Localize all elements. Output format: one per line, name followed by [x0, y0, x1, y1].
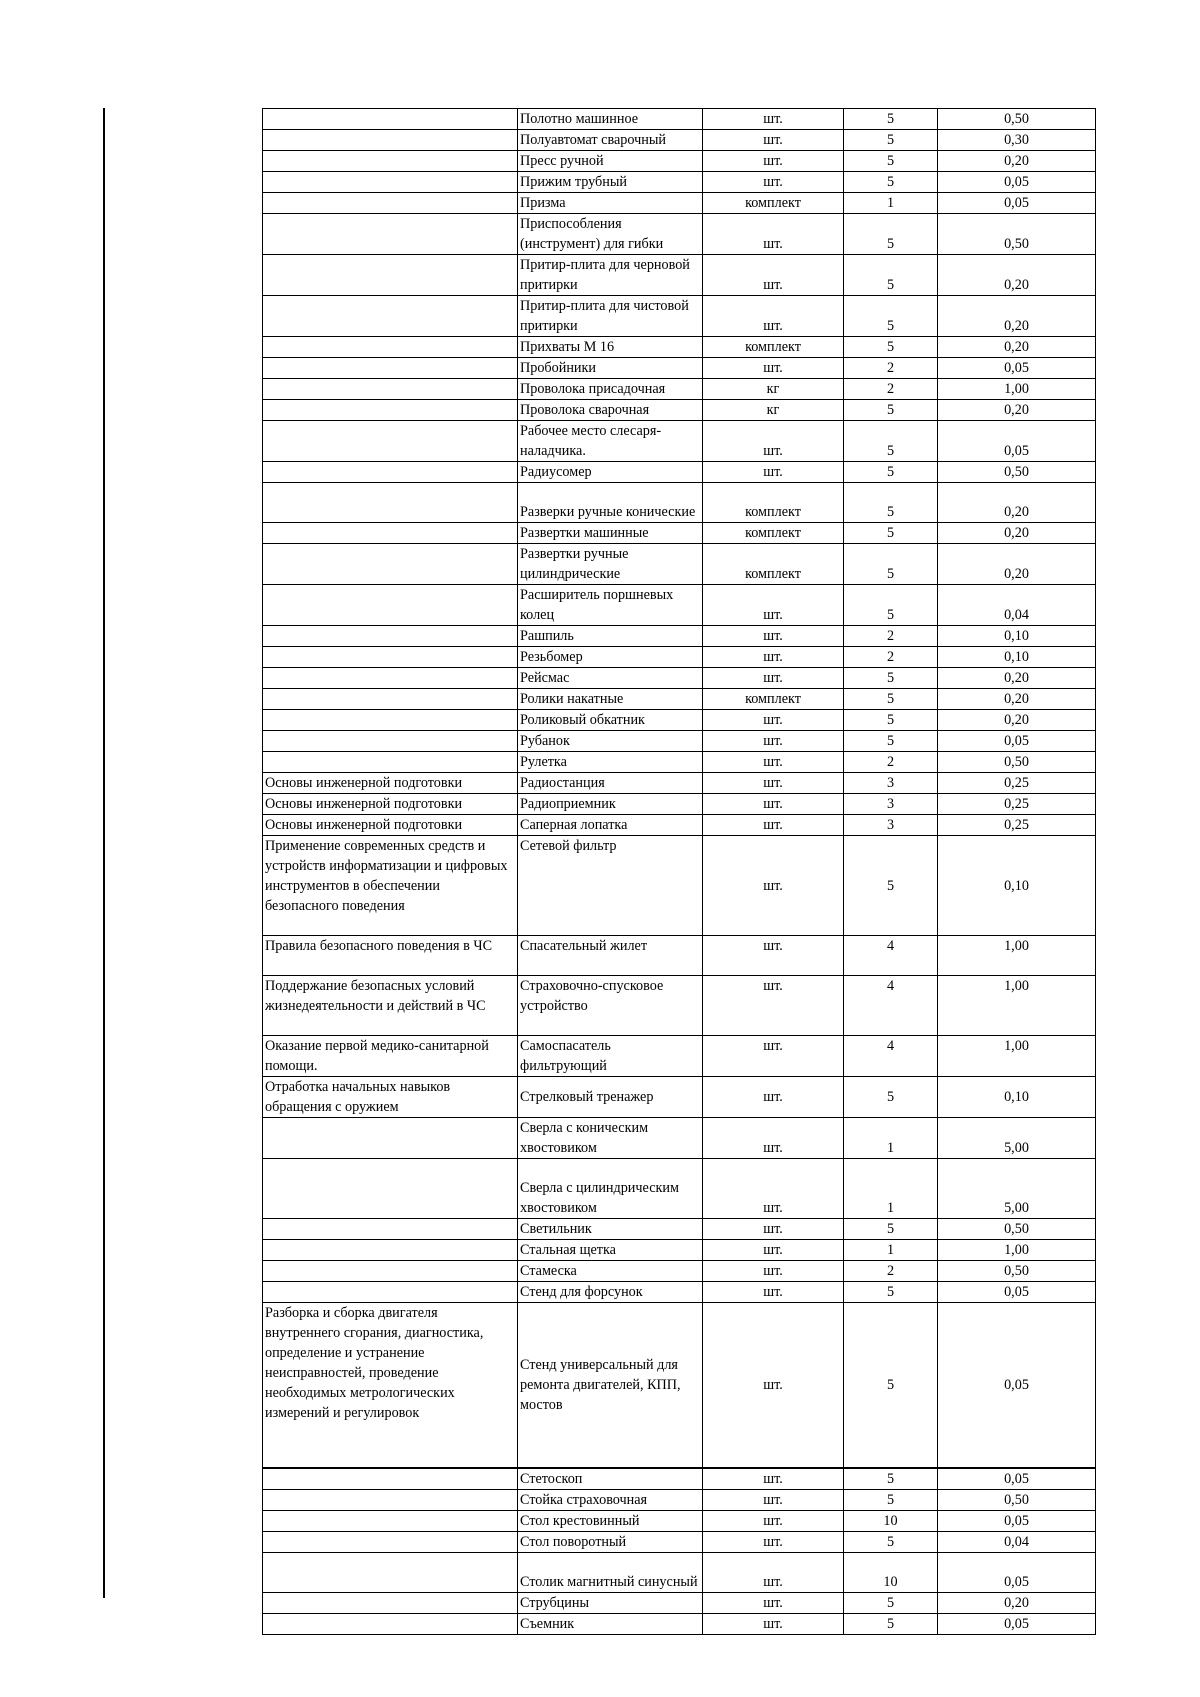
cell-norm: 0,50	[938, 1261, 1096, 1282]
cell-item-name: Стол крестовинный	[518, 1510, 703, 1531]
cell-unit: комплект	[703, 337, 844, 358]
table-row	[263, 462, 1096, 483]
cell-norm: 0,05	[938, 193, 1096, 214]
cell-topic	[263, 400, 518, 421]
table-row	[263, 689, 1096, 710]
cell-unit: комплект	[703, 544, 844, 585]
cell-quantity: 3	[844, 794, 938, 815]
cell-unit: шт.	[703, 1489, 844, 1510]
cell-unit: шт.	[703, 296, 844, 337]
cell-unit: шт.	[703, 462, 844, 483]
cell-unit: шт.	[703, 1613, 844, 1634]
cell-unit: шт.	[703, 1036, 844, 1077]
cell-quantity: 2	[844, 626, 938, 647]
cell-item-name: Саперная лопатка	[518, 815, 703, 836]
cell-topic: Основы инженерной подготовки	[263, 773, 518, 794]
cell-quantity: 5	[844, 130, 938, 151]
cell-norm: 0,20	[938, 544, 1096, 585]
cell-quantity: 2	[844, 1261, 938, 1282]
cell-unit: шт.	[703, 626, 844, 647]
cell-unit: шт.	[703, 976, 844, 1036]
cell-topic	[263, 1282, 518, 1303]
cell-topic	[263, 1219, 518, 1240]
cell-quantity: 5	[844, 483, 938, 523]
cell-unit: комплект	[703, 523, 844, 544]
table-row	[263, 794, 1096, 815]
cell-unit: комплект	[703, 689, 844, 710]
cell-norm: 0,05	[938, 1303, 1096, 1468]
cell-topic	[263, 689, 518, 710]
equipment-table-body	[263, 109, 1096, 1635]
cell-norm: 0,05	[938, 731, 1096, 752]
cell-topic	[263, 1261, 518, 1282]
cell-norm: 0,20	[938, 337, 1096, 358]
cell-topic	[263, 668, 518, 689]
cell-unit: шт.	[703, 1159, 844, 1219]
cell-topic	[263, 731, 518, 752]
cell-topic	[263, 626, 518, 647]
cell-item-name: Стойка страховочная	[518, 1489, 703, 1510]
cell-unit: шт.	[703, 668, 844, 689]
cell-topic	[263, 358, 518, 379]
cell-unit: шт.	[703, 421, 844, 462]
cell-topic: Разборка и сборка двигателя внутреннего сгорания, диагностика, определение и устранение неисправностей, проведение необходимых метрологических измерений и регулировок	[263, 1303, 518, 1468]
table-row	[263, 1531, 1096, 1552]
cell-norm: 1,00	[938, 976, 1096, 1036]
table-row	[263, 936, 1096, 976]
cell-quantity: 5	[844, 337, 938, 358]
table-row	[263, 379, 1096, 400]
cell-quantity: 5	[844, 1592, 938, 1613]
cell-item-name: Резьбомер	[518, 647, 703, 668]
cell-item-name: Роликовый обкатник	[518, 710, 703, 731]
cell-norm: 1,00	[938, 379, 1096, 400]
cell-norm: 0,04	[938, 585, 1096, 626]
cell-topic	[263, 337, 518, 358]
cell-unit: шт.	[703, 836, 844, 936]
cell-topic	[263, 1118, 518, 1159]
cell-unit: шт.	[703, 1118, 844, 1159]
cell-topic	[263, 1510, 518, 1531]
cell-unit: шт.	[703, 130, 844, 151]
cell-norm: 0,20	[938, 255, 1096, 296]
cell-norm: 1,00	[938, 1036, 1096, 1077]
cell-quantity: 1	[844, 193, 938, 214]
cell-item-name: Столик магнитный синусный	[518, 1552, 703, 1592]
cell-norm: 0,20	[938, 151, 1096, 172]
cell-item-name: Стамеска	[518, 1261, 703, 1282]
cell-norm: 5,00	[938, 1118, 1096, 1159]
cell-topic: Отработка начальных навыков обращения с оружием	[263, 1077, 518, 1118]
cell-norm: 0,50	[938, 1489, 1096, 1510]
cell-norm: 0,50	[938, 214, 1096, 255]
cell-quantity: 4	[844, 936, 938, 976]
cell-unit: шт.	[703, 794, 844, 815]
cell-norm: 0,10	[938, 1077, 1096, 1118]
cell-norm: 0,04	[938, 1531, 1096, 1552]
cell-unit: шт.	[703, 1282, 844, 1303]
cell-unit: комплект	[703, 193, 844, 214]
table-row	[263, 421, 1096, 462]
cell-unit: кг	[703, 400, 844, 421]
cell-unit: шт.	[703, 214, 844, 255]
cell-quantity: 5	[844, 523, 938, 544]
cell-quantity: 5	[844, 172, 938, 193]
table-row	[263, 1077, 1096, 1118]
table-row	[263, 214, 1096, 255]
cell-unit: шт.	[703, 151, 844, 172]
cell-item-name: Съемник	[518, 1613, 703, 1634]
cell-quantity: 5	[844, 400, 938, 421]
cell-unit: шт.	[703, 1552, 844, 1592]
cell-item-name: Рабочее место слесаря-наладчика.	[518, 421, 703, 462]
cell-norm: 0,05	[938, 421, 1096, 462]
cell-topic	[263, 544, 518, 585]
table-row	[263, 1036, 1096, 1077]
cell-norm: 0,10	[938, 647, 1096, 668]
cell-topic	[263, 109, 518, 130]
table-row	[263, 172, 1096, 193]
cell-item-name: Призма	[518, 193, 703, 214]
cell-norm: 0,30	[938, 130, 1096, 151]
cell-norm: 1,00	[938, 936, 1096, 976]
table-row	[263, 544, 1096, 585]
cell-unit: шт.	[703, 731, 844, 752]
cell-quantity: 5	[844, 668, 938, 689]
table-row	[263, 836, 1096, 936]
table-row	[263, 647, 1096, 668]
cell-topic: Основы инженерной подготовки	[263, 794, 518, 815]
cell-norm: 0,05	[938, 358, 1096, 379]
table-row	[263, 337, 1096, 358]
table-row	[263, 752, 1096, 773]
cell-quantity: 3	[844, 773, 938, 794]
cell-item-name: Радиусомер	[518, 462, 703, 483]
cell-item-name: Струбцины	[518, 1592, 703, 1613]
cell-item-name: Ролики накатные	[518, 689, 703, 710]
cell-item-name: Сверла с цилиндрическим хвостовиком	[518, 1159, 703, 1219]
cell-norm: 0,05	[938, 1510, 1096, 1531]
table-row	[263, 1489, 1096, 1510]
cell-quantity: 5	[844, 1468, 938, 1490]
cell-topic	[263, 421, 518, 462]
cell-item-name: Стрелковый тренажер	[518, 1077, 703, 1118]
cell-quantity: 1	[844, 1240, 938, 1261]
cell-item-name: Радиоприемник	[518, 794, 703, 815]
table-row	[263, 523, 1096, 544]
cell-norm: 0,20	[938, 483, 1096, 523]
cell-quantity: 5	[844, 462, 938, 483]
cell-quantity: 5	[844, 1077, 938, 1118]
cell-norm: 1,00	[938, 1240, 1096, 1261]
table-row	[263, 1219, 1096, 1240]
cell-topic	[263, 255, 518, 296]
cell-quantity: 5	[844, 1303, 938, 1468]
left-margin-line	[103, 108, 105, 1598]
cell-quantity: 1	[844, 1159, 938, 1219]
cell-quantity: 5	[844, 296, 938, 337]
cell-quantity: 5	[844, 1489, 938, 1510]
cell-unit: шт.	[703, 1468, 844, 1490]
cell-norm: 0,50	[938, 1219, 1096, 1240]
cell-topic	[263, 752, 518, 773]
table-row	[263, 815, 1096, 836]
cell-item-name: Пресс ручной	[518, 151, 703, 172]
cell-quantity: 5	[844, 109, 938, 130]
cell-topic	[263, 1159, 518, 1219]
cell-item-name: Приспособления (инструмент) для гибки	[518, 214, 703, 255]
cell-topic	[263, 1531, 518, 1552]
cell-topic	[263, 130, 518, 151]
table-row	[263, 109, 1096, 130]
cell-item-name: Проволока присадочная	[518, 379, 703, 400]
table-row	[263, 1159, 1096, 1219]
cell-item-name: Прихваты М 16	[518, 337, 703, 358]
cell-topic: Применение современных средств и устройств информатизации и цифровых инструментов в обеспечении безопасного поведения	[263, 836, 518, 936]
cell-norm: 0,05	[938, 1282, 1096, 1303]
cell-quantity: 2	[844, 358, 938, 379]
cell-unit: шт.	[703, 647, 844, 668]
cell-norm: 0,50	[938, 752, 1096, 773]
cell-quantity: 2	[844, 379, 938, 400]
table-row	[263, 483, 1096, 523]
cell-topic	[263, 1468, 518, 1490]
cell-quantity: 2	[844, 752, 938, 773]
cell-item-name: Прижим трубный	[518, 172, 703, 193]
cell-norm: 0,20	[938, 523, 1096, 544]
cell-unit: шт.	[703, 710, 844, 731]
cell-quantity: 5	[844, 421, 938, 462]
cell-unit: шт.	[703, 109, 844, 130]
cell-unit: шт.	[703, 1261, 844, 1282]
cell-norm: 0,05	[938, 172, 1096, 193]
cell-norm: 0,50	[938, 109, 1096, 130]
cell-unit: шт.	[703, 1303, 844, 1468]
cell-item-name: Рубанок	[518, 731, 703, 752]
cell-topic	[263, 647, 518, 668]
cell-unit: шт.	[703, 1240, 844, 1261]
cell-item-name: Рашпиль	[518, 626, 703, 647]
cell-quantity: 5	[844, 731, 938, 752]
cell-norm: 0,20	[938, 1592, 1096, 1613]
cell-item-name: Страховочно-спусковое устройство	[518, 976, 703, 1036]
cell-quantity: 5	[844, 151, 938, 172]
table-row	[263, 773, 1096, 794]
cell-topic	[263, 1552, 518, 1592]
cell-item-name: Стетоскоп	[518, 1468, 703, 1490]
cell-item-name: Радиостанция	[518, 773, 703, 794]
table-row	[263, 255, 1096, 296]
cell-quantity: 5	[844, 1219, 938, 1240]
cell-quantity: 5	[844, 544, 938, 585]
cell-item-name: Рейсмас	[518, 668, 703, 689]
cell-item-name: Развертки ручные цилиндрические	[518, 544, 703, 585]
cell-topic	[263, 214, 518, 255]
cell-topic	[263, 462, 518, 483]
cell-norm: 0,20	[938, 710, 1096, 731]
cell-topic: Поддержание безопасных условий жизнедеятельности и действий в ЧС	[263, 976, 518, 1036]
table-row	[263, 1261, 1096, 1282]
cell-quantity: 10	[844, 1510, 938, 1531]
cell-unit: шт.	[703, 1219, 844, 1240]
cell-topic	[263, 1592, 518, 1613]
cell-item-name: Развертки машинные	[518, 523, 703, 544]
cell-item-name: Проволока сварочная	[518, 400, 703, 421]
cell-norm: 0,25	[938, 815, 1096, 836]
cell-quantity: 5	[844, 1282, 938, 1303]
cell-item-name: Сверла с коническим хвостовиком	[518, 1118, 703, 1159]
cell-quantity: 5	[844, 836, 938, 936]
cell-unit: шт.	[703, 1592, 844, 1613]
cell-quantity: 5	[844, 255, 938, 296]
cell-item-name: Разверки ручные конические	[518, 483, 703, 523]
cell-topic	[263, 1240, 518, 1261]
cell-unit: шт.	[703, 172, 844, 193]
table-row	[263, 151, 1096, 172]
cell-norm: 0,05	[938, 1613, 1096, 1634]
cell-topic	[263, 483, 518, 523]
cell-topic	[263, 193, 518, 214]
cell-unit: комплект	[703, 483, 844, 523]
cell-item-name: Притир-плита для черновой притирки	[518, 255, 703, 296]
cell-topic	[263, 151, 518, 172]
cell-quantity: 5	[844, 710, 938, 731]
table-row	[263, 1303, 1096, 1468]
cell-unit: шт.	[703, 255, 844, 296]
cell-quantity: 5	[844, 214, 938, 255]
cell-unit: кг	[703, 379, 844, 400]
cell-norm: 0,05	[938, 1552, 1096, 1592]
cell-norm: 5,00	[938, 1159, 1096, 1219]
table-row	[263, 1613, 1096, 1634]
table-row	[263, 1282, 1096, 1303]
cell-quantity: 5	[844, 1613, 938, 1634]
table-row	[263, 585, 1096, 626]
cell-item-name: Стенд универсальный для ремонта двигателей, КПП, мостов	[518, 1303, 703, 1468]
cell-norm: 0,10	[938, 626, 1096, 647]
cell-norm: 0,20	[938, 296, 1096, 337]
cell-unit: шт.	[703, 752, 844, 773]
cell-item-name: Стальная щетка	[518, 1240, 703, 1261]
cell-item-name: Рулетка	[518, 752, 703, 773]
cell-norm: 0,20	[938, 400, 1096, 421]
cell-quantity: 5	[844, 689, 938, 710]
table-row	[263, 1468, 1096, 1490]
cell-unit: шт.	[703, 1510, 844, 1531]
table-row	[263, 1510, 1096, 1531]
cell-quantity: 5	[844, 1531, 938, 1552]
cell-quantity: 5	[844, 585, 938, 626]
table-row	[263, 710, 1096, 731]
cell-item-name: Светильник	[518, 1219, 703, 1240]
cell-item-name: Полуавтомат сварочный	[518, 130, 703, 151]
table-row	[263, 193, 1096, 214]
cell-unit: шт.	[703, 1077, 844, 1118]
table-row	[263, 1118, 1096, 1159]
cell-topic: Правила безопасного поведения в ЧС	[263, 936, 518, 976]
cell-topic	[263, 523, 518, 544]
cell-topic	[263, 1489, 518, 1510]
table-row	[263, 1552, 1096, 1592]
cell-quantity: 10	[844, 1552, 938, 1592]
cell-norm: 0,20	[938, 689, 1096, 710]
cell-item-name: Расширитель поршневых колец	[518, 585, 703, 626]
equipment-table	[262, 108, 1096, 1635]
cell-topic	[263, 379, 518, 400]
cell-quantity: 4	[844, 1036, 938, 1077]
cell-norm: 0,05	[938, 1468, 1096, 1490]
cell-topic: Основы инженерной подготовки	[263, 815, 518, 836]
cell-unit: шт.	[703, 815, 844, 836]
cell-topic	[263, 710, 518, 731]
table-row	[263, 731, 1096, 752]
cell-unit: шт.	[703, 1531, 844, 1552]
table-row	[263, 400, 1096, 421]
table-row	[263, 668, 1096, 689]
cell-unit: шт.	[703, 585, 844, 626]
cell-item-name: Стол поворотный	[518, 1531, 703, 1552]
cell-topic	[263, 1613, 518, 1634]
cell-item-name: Пробойники	[518, 358, 703, 379]
cell-quantity: 2	[844, 647, 938, 668]
cell-norm: 0,20	[938, 668, 1096, 689]
cell-unit: шт.	[703, 773, 844, 794]
cell-quantity: 3	[844, 815, 938, 836]
cell-topic	[263, 172, 518, 193]
cell-item-name: Притир-плита для чистовой притирки	[518, 296, 703, 337]
cell-topic	[263, 296, 518, 337]
cell-item-name: Стенд для форсунок	[518, 1282, 703, 1303]
table-row	[263, 1240, 1096, 1261]
cell-item-name: Полотно машинное	[518, 109, 703, 130]
cell-quantity: 4	[844, 976, 938, 1036]
cell-norm: 0,10	[938, 836, 1096, 936]
table-row	[263, 976, 1096, 1036]
cell-norm: 0,50	[938, 462, 1096, 483]
table-row	[263, 296, 1096, 337]
cell-item-name: Сетевой фильтр	[518, 836, 703, 936]
table-row	[263, 626, 1096, 647]
cell-unit: шт.	[703, 936, 844, 976]
cell-norm: 0,25	[938, 794, 1096, 815]
cell-item-name: Самоспасатель фильтрующий	[518, 1036, 703, 1077]
cell-item-name: Спасательный жилет	[518, 936, 703, 976]
table-row	[263, 1592, 1096, 1613]
cell-quantity: 1	[844, 1118, 938, 1159]
table-row	[263, 358, 1096, 379]
cell-norm: 0,25	[938, 773, 1096, 794]
cell-unit: шт.	[703, 358, 844, 379]
table-row	[263, 130, 1096, 151]
cell-topic	[263, 585, 518, 626]
cell-topic: Оказание первой медико-санитарной помощи.	[263, 1036, 518, 1077]
